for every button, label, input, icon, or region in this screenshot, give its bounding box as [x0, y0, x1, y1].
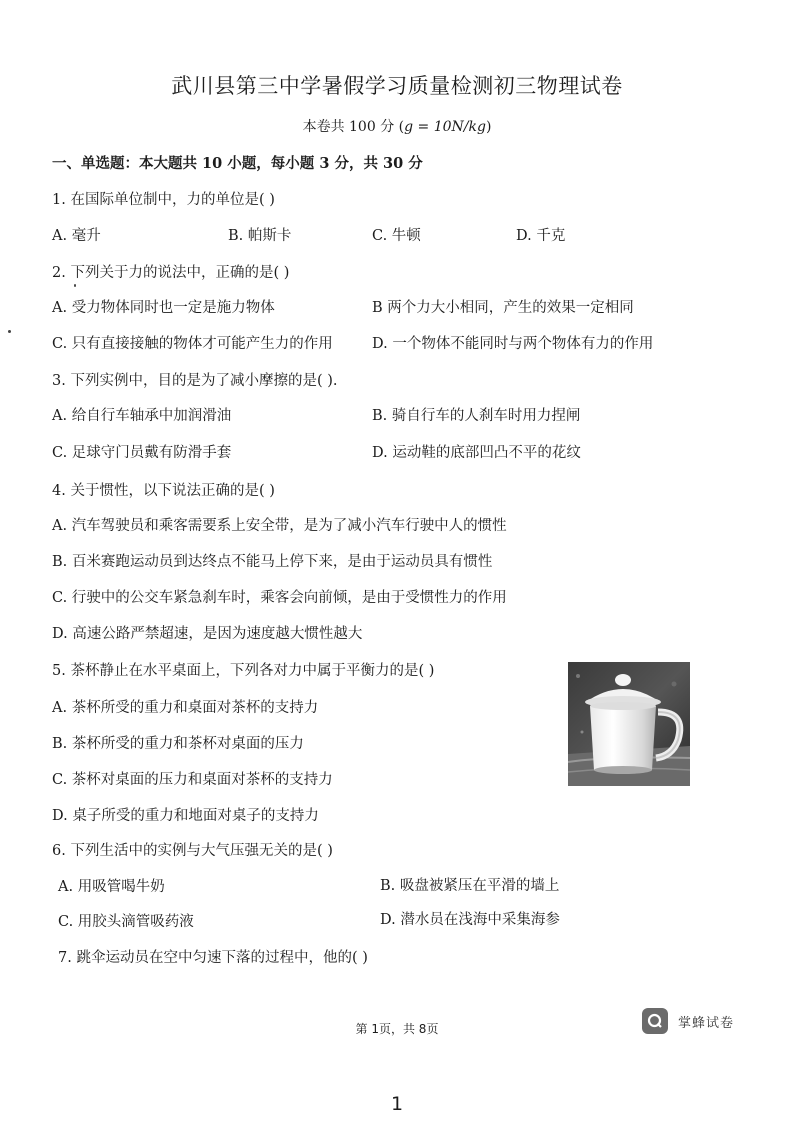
scan-speck [74, 284, 76, 287]
question-1-option-b: B. 帕斯卡 [228, 228, 292, 244]
question-6-option-c: C. 用胶头滴管吸药液 [58, 914, 194, 930]
question-2-stem: 2. 下列关于力的说法中，正确的是( ) [52, 265, 290, 281]
question-2-option-a: A. 受力物体同时也一定是施力物体 [52, 300, 275, 316]
question-4-option-b: B. 百米赛跑运动员到达终点不能马上停下来，是由于运动员具有惯性 [52, 554, 493, 570]
scan-speck [8, 330, 11, 333]
question-7-stem: 7. 跳伞运动员在空中匀速下落的过程中，他的( ) [58, 950, 368, 966]
question-6-option-a: A. 用吸管喝牛奶 [58, 879, 165, 895]
teacup-illustration [568, 662, 690, 786]
question-1-option-d: D. 千克 [516, 228, 566, 244]
question-3-option-d: D. 运动鞋的底部凹凸不平的花纹 [372, 445, 581, 461]
question-2-option-d: D. 一个物体不能同时与两个物体有力的作用 [372, 336, 654, 352]
subtitle-suffix: ) [485, 119, 492, 135]
question-4-option-a: A. 汽车驾驶员和乘客需要系上安全带，是为了减小汽车行驶中人的惯性 [52, 518, 507, 534]
gravity-formula: g = 10N/kg [404, 119, 486, 135]
exam-title: 武川县第三中学暑假学习质量检测初三物理试卷 [171, 74, 623, 98]
watermark-logo [642, 1008, 734, 1034]
question-5-option-a: A. 茶杯所受的重力和桌面对茶杯的支持力 [52, 700, 319, 716]
section-heading: 一、单选题：本大题共 10 小题，每小题 3 分，共 30 分 [52, 155, 423, 172]
question-2-option-b: B 两个力大小相同，产生的效果一定相同 [372, 300, 634, 316]
watermark-text: 掌蜂试卷 [678, 1015, 735, 1031]
exam-subtitle [0, 116, 794, 136]
question-5-option-d: D. 桌子所受的重力和地面对桌子的支持力 [52, 808, 319, 824]
question-5-stem: 5. 茶杯静止在水平桌面上，下列各对力中属于平衡力的是( ) [52, 663, 435, 679]
question-6-option-d: D. 潜水员在浅海中采集海参 [380, 912, 560, 928]
subtitle-prefix: 本卷共 100 分 ( [302, 119, 405, 135]
question-6-option-b: B. 吸盘被紧压在平滑的墙上 [380, 878, 560, 894]
question-1-stem: 1. 在国际单位制中，力的单位是( ) [52, 192, 275, 208]
question-3-option-c: C. 足球守门员戴有防滑手套 [52, 445, 232, 461]
question-1-option-a: A. 毫升 [52, 228, 101, 244]
question-5-option-b: B. 茶杯所受的重力和茶杯对桌面的压力 [52, 736, 304, 752]
question-2-option-c: C. 只有直接接触的物体才可能产生力的作用 [52, 336, 333, 352]
question-4-stem: 4. 关于惯性，以下说法正确的是( ) [52, 483, 275, 499]
question-1-option-c: C. 牛顿 [372, 228, 421, 244]
q-logo-icon [642, 1008, 668, 1034]
question-3-stem: 3. 下列实例中，目的是为了减小摩擦的是( ). [52, 373, 338, 389]
page-info: 第 1页，共 8页 [355, 1022, 439, 1036]
question-4-option-c: C. 行驶中的公交车紧急刹车时，乘客会向前倾，是由于受惯性力的作用 [52, 590, 507, 606]
question-3-option-b: B. 骑自行车的人刹车时用力捏闸 [372, 408, 581, 424]
page-number: 1 [390, 1093, 404, 1115]
question-5-option-c: C. 茶杯对桌面的压力和桌面对茶杯的支持力 [52, 772, 333, 788]
question-6-stem: 6. 下列生活中的实例与大气压强无关的是( ) [52, 843, 333, 859]
question-4-option-d: D. 高速公路严禁超速，是因为速度越大惯性越大 [52, 626, 363, 642]
question-3-option-a: A. 给自行车轴承中加润滑油 [52, 408, 232, 424]
